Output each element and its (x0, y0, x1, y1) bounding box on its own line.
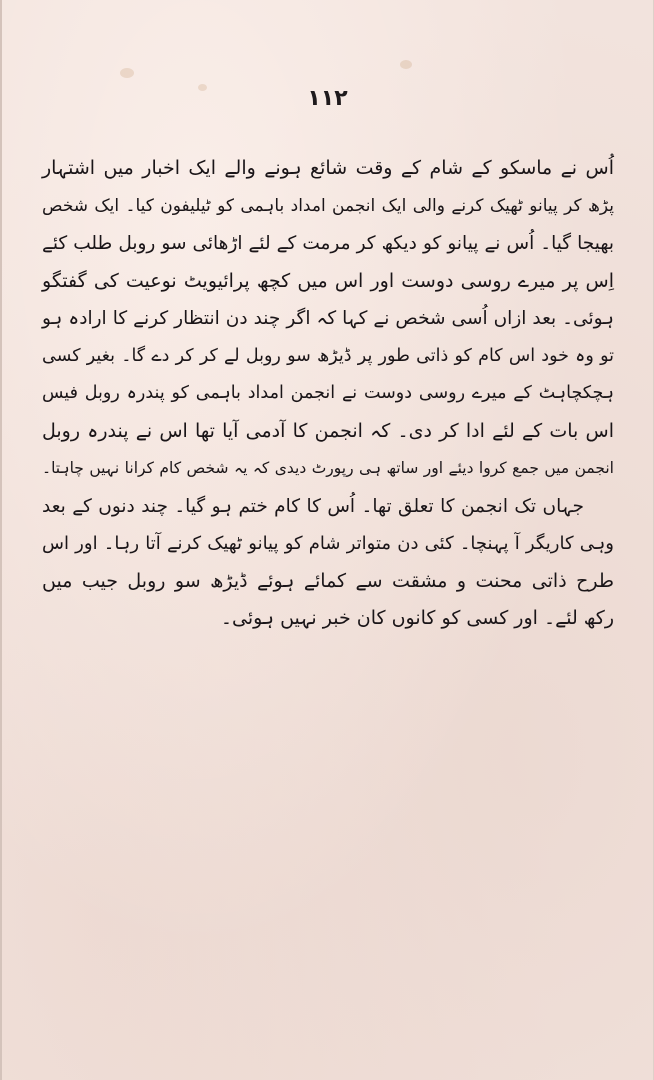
text-line: اُس نے ماسکو کے شام کے وقت شائع ہونے والے ایک اخبار میں اشتہار (42, 157, 614, 179)
text-line: ہچکچاہٹ کے میرے روسی دوست نے انجمن امداد باہمی کو پندرہ روبل فیس (42, 383, 614, 403)
text-line: بھیجا گیا۔ اُس نے پیانو کو دیکھ کر مرمت کے لئے اڑھائی سو روبل طلب کئے (42, 233, 614, 254)
body-text (42, 150, 614, 638)
paragraph-1 (42, 150, 614, 488)
text-line: اس بات کے لئے ادا کر دی۔ کہ انجمن کا آدمی آیا تھا اس نے پندرہ روبل (42, 419, 614, 442)
text-line: طرح ذاتی محنت و مشقت سے کمائے ہوئے ڈیڑھ سو روبل جیب میں (42, 569, 614, 592)
text-line: اِس پر میرے روسی دوست اور اس میں کچھ پرائیویٹ نوعیت کی گفتگو (42, 269, 614, 292)
text-line: جہاں تک انجمن کا تعلق تھا۔ اُس کا کام ختم ہو گیا۔ چند دنوں کے بعد (42, 495, 584, 517)
paper-stain (400, 60, 412, 69)
paragraph-2 (42, 488, 614, 638)
paper-stain (120, 68, 134, 78)
text-line: ہوئی۔ بعد ازاں اُسی شخص نے کہا کہ اگر چند دن انتظار کرنے کا ارادہ ہو (42, 308, 614, 329)
text-line: پڑھ کر پیانو ٹھیک کرنے والی ایک انجمن امداد باہمی کو ٹیلیفون کیا۔ ایک شخص (42, 195, 614, 216)
text-line: تو وہ خود اس کام کو ذاتی طور پر ڈیڑھ سو روبل لے کر کر دے گا۔ بغیر کسی (42, 345, 614, 366)
text-line: انجمن میں جمع کروا دیئے اور ساتھ ہی رپورٹ دیدی کہ یہ شخص کام کرانا نہیں چاہتا۔ (42, 459, 614, 477)
text-line: رکھ لئے۔ اور کسی کو کانوں کان خبر نہیں ہوئی۔ (220, 607, 614, 629)
page-number: ۱۱۲ (307, 86, 348, 111)
text-line: وہی کاریگر آ پہنچا۔ کئی دن متواتر شام کو پیانو ٹھیک کرنے آتا رہا۔ اور اس (42, 533, 614, 554)
